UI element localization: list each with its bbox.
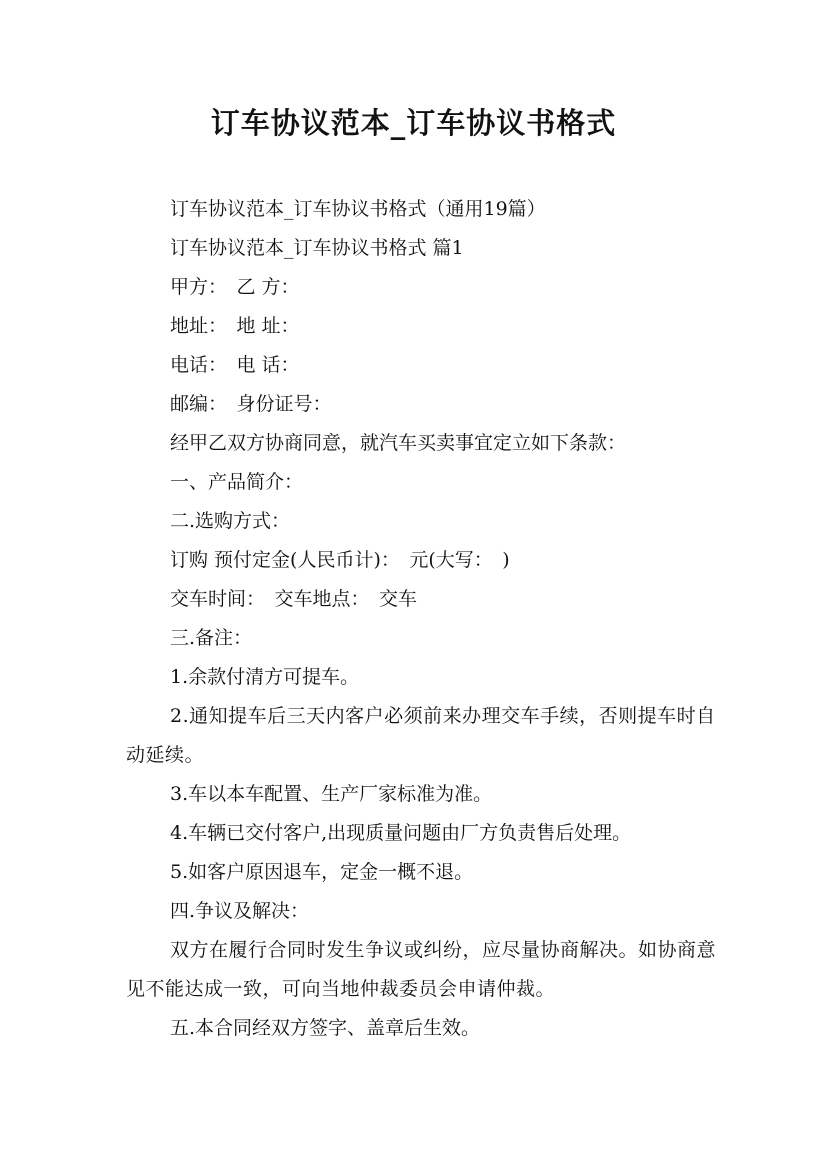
subtitle-line: 订车协议范本_订车协议书格式（通用19篇） (170, 198, 546, 220)
clause-heading-2: 二.选购方式： (170, 510, 291, 532)
note-item-3: 3.车以本车配置、生产厂家标准为准。 (170, 783, 493, 805)
phone-line: 电话： 电 话： (170, 354, 300, 376)
clause-heading-3: 三.备注： (170, 627, 253, 649)
document-title: 订车协议范本_订车协议书格式 (210, 106, 617, 140)
address-line: 地址： 地 址： (170, 315, 300, 337)
clause-heading-5: 五.本合同经双方签字、盖章后生效。 (170, 1017, 481, 1039)
party-line: 甲方： 乙 方： (170, 276, 300, 298)
note-item-2: 2.通知提车后三天内客户必须前来办理交车手续，否则提车时自动延续。 (126, 705, 716, 766)
document-body (126, 190, 726, 1048)
note-item-1: 1.余款付清方可提车。 (170, 666, 360, 688)
clause-heading-1: 一、产品简介： (170, 471, 304, 493)
clause-heading-4: 四.争议及解决： (170, 900, 310, 922)
section-heading: 订车协议范本_订车协议书格式 篇1 (170, 237, 464, 259)
deposit-line: 订购 预付定金(人民币计)： 元(大写： ) (170, 549, 510, 571)
postcode-line: 邮编： 身份证号： (170, 393, 332, 415)
note-item-5: 5.如客户原因退车，定金一概不退。 (170, 861, 474, 883)
dispute-paragraph: 双方在履行合同时发生争议或纠纷，应尽量协商解决。如协商意见不能达成一致，可向当地仲裁委员会申请仲裁。 (126, 939, 717, 1000)
delivery-line: 交车时间： 交车地点： 交车 (170, 588, 418, 610)
note-item-4: 4.车辆已交付客户,出现质量问题由厂方负责售后处理。 (170, 822, 632, 844)
agreement-intro: 经甲乙双方协商同意，就汽车买卖事宜定立如下条款： (170, 432, 627, 454)
